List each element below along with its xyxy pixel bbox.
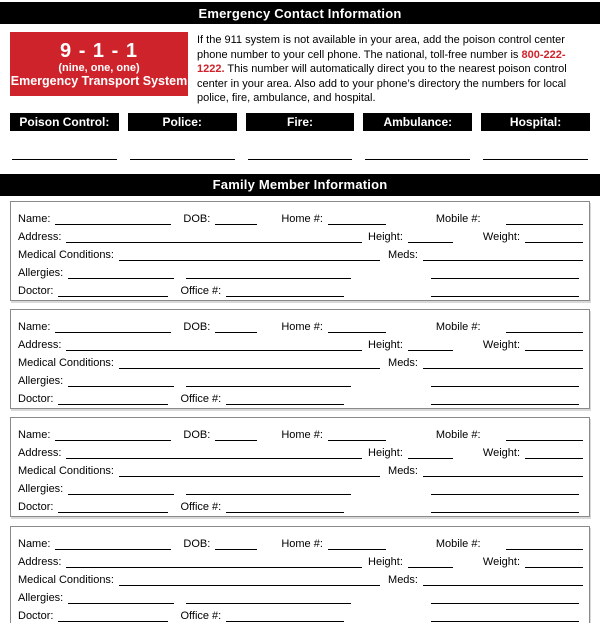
emergency-contact-label-bars (10, 113, 590, 131)
medical-conditions-blank-line (119, 473, 380, 477)
allergies-continuation-line (186, 275, 351, 279)
mobile-number-label: Mobile #: (435, 212, 481, 225)
weight-label: Weight: (482, 555, 520, 568)
meds-blank-line (423, 257, 583, 261)
height-label: Height: (368, 555, 403, 568)
medical-conditions-label: Medical Conditions: (18, 356, 114, 369)
contact-label-poison-control: Poison Control: (19, 114, 110, 129)
height-blank-line (408, 455, 453, 459)
allergies-label: Allergies: (18, 482, 64, 495)
height-blank-line (408, 347, 453, 351)
badge-911-number: 9 - 1 - 1 (60, 39, 138, 62)
member-row-allergies (18, 261, 583, 279)
meds-blank-line (423, 582, 583, 586)
member-row-name (18, 207, 583, 225)
member-row-allergies (18, 369, 583, 387)
fire-blank-line (248, 158, 353, 160)
instructions-text-after: This number will automatically direct you to the nearest poison control center in your area. Also add to your phone’s directory the numbers for local police, fire, ambulance, and hospital. (197, 63, 567, 105)
address-blank-line (66, 455, 362, 459)
doctor-blank-line (58, 293, 168, 297)
medical-conditions-label: Medical Conditions: (18, 573, 114, 586)
member-row-name (18, 315, 583, 333)
member-row-doctor (18, 279, 583, 297)
meds-continuation-line-2 (431, 401, 579, 405)
contact-label-hospital: Hospital: (509, 114, 562, 129)
height-blank-line (408, 564, 453, 568)
mobile-number-blank-line (506, 546, 583, 550)
ambulance-blank-line (365, 158, 470, 160)
name-label: Name: (18, 537, 51, 550)
family-section-header (0, 174, 600, 196)
contact-label-fire: Fire: (286, 114, 313, 129)
dob-label: DOB: (183, 428, 211, 441)
intro-row (10, 32, 590, 106)
home-number-label: Home #: (281, 320, 323, 333)
meds-label: Meds: (388, 573, 418, 586)
poison-control-blank-line (12, 158, 117, 160)
home-number-blank-line (328, 546, 386, 550)
allergies-blank-line (68, 491, 174, 495)
office-number-blank-line (226, 401, 344, 405)
address-blank-line (66, 239, 362, 243)
meds-continuation-line-1 (431, 275, 579, 279)
weight-blank-line (525, 239, 583, 243)
family-section-title: Family Member Information (212, 177, 388, 193)
contact-label-ambulance: Ambulance: (383, 114, 453, 129)
home-number-blank-line (328, 221, 386, 225)
home-number-label: Home #: (281, 212, 323, 225)
allergies-blank-line (68, 383, 174, 387)
instructions-text-before: If the 911 system is not available in your area, add the poison control center phone number to your cell phone. The national, toll-free number is (197, 34, 565, 61)
doctor-label: Doctor: (18, 500, 54, 513)
office-number-label: Office #: (180, 500, 222, 513)
home-number-label: Home #: (281, 428, 323, 441)
member-row-medical (18, 351, 583, 369)
name-blank-line (55, 546, 171, 550)
member-row-address (18, 441, 583, 459)
doctor-blank-line (58, 509, 168, 513)
address-label: Address: (18, 338, 62, 351)
address-label: Address: (18, 555, 62, 568)
dob-blank-line (215, 329, 257, 333)
allergies-label: Allergies: (18, 374, 64, 387)
member-row-allergies (18, 477, 583, 495)
member-row-medical (18, 459, 583, 477)
meds-label: Meds: (388, 248, 418, 261)
member-row-medical (18, 243, 583, 261)
weight-label: Weight: (482, 230, 520, 243)
dob-label: DOB: (183, 212, 211, 225)
meds-continuation-line-1 (431, 600, 579, 604)
dob-label: DOB: (183, 537, 211, 550)
contact-label-police: Police: (162, 114, 202, 129)
mobile-number-blank-line (506, 329, 583, 333)
badge-911 (10, 32, 188, 96)
family-member-block (10, 201, 590, 301)
office-number-blank-line (226, 293, 344, 297)
mobile-number-blank-line (506, 221, 583, 225)
doctor-label: Doctor: (18, 392, 54, 405)
dob-blank-line (215, 221, 257, 225)
meds-blank-line (423, 473, 583, 477)
mobile-number-label: Mobile #: (435, 428, 481, 441)
family-member-block (10, 526, 590, 623)
name-blank-line (55, 329, 171, 333)
family-member-block (10, 309, 590, 409)
meds-label: Meds: (388, 356, 418, 369)
height-label: Height: (368, 230, 403, 243)
hospital-blank-line (483, 158, 588, 160)
home-number-blank-line (328, 329, 386, 333)
address-label: Address: (18, 230, 62, 243)
allergies-blank-line (68, 275, 174, 279)
office-number-label: Office #: (180, 609, 222, 622)
allergies-continuation-line (186, 600, 351, 604)
doctor-blank-line (58, 401, 168, 405)
allergies-blank-line (68, 600, 174, 604)
doctor-blank-line (58, 618, 168, 622)
badge-911-phonetic: (nine, one, one) (58, 61, 140, 74)
weight-blank-line (525, 347, 583, 351)
medical-conditions-blank-line (119, 257, 380, 261)
mobile-number-blank-line (506, 437, 583, 441)
name-label: Name: (18, 212, 51, 225)
address-blank-line (66, 347, 362, 351)
member-row-allergies (18, 586, 583, 604)
allergies-label: Allergies: (18, 591, 64, 604)
member-row-name (18, 423, 583, 441)
allergies-label: Allergies: (18, 266, 64, 279)
instructions-paragraph (197, 32, 590, 106)
weight-blank-line (525, 564, 583, 568)
medical-conditions-blank-line (119, 582, 380, 586)
meds-continuation-line-2 (431, 618, 579, 622)
meds-continuation-line-2 (431, 509, 579, 513)
emergency-contact-blank-lines (12, 158, 588, 160)
office-number-label: Office #: (180, 392, 222, 405)
office-number-blank-line (226, 509, 344, 513)
name-label: Name: (18, 428, 51, 441)
meds-blank-line (423, 365, 583, 369)
address-label: Address: (18, 446, 62, 459)
emergency-section-header (0, 2, 600, 24)
member-row-name (18, 532, 583, 550)
meds-continuation-line-2 (431, 293, 579, 297)
medical-conditions-label: Medical Conditions: (18, 248, 114, 261)
family-member-blocks (0, 201, 600, 623)
name-blank-line (55, 221, 171, 225)
doctor-label: Doctor: (18, 609, 54, 622)
member-row-medical (18, 568, 583, 586)
contact-bar-ambulance (363, 113, 472, 131)
member-row-address (18, 333, 583, 351)
contact-bar-fire (246, 113, 355, 131)
height-label: Height: (368, 338, 403, 351)
weight-blank-line (525, 455, 583, 459)
doctor-label: Doctor: (18, 284, 54, 297)
member-row-doctor (18, 387, 583, 405)
allergies-continuation-line (186, 491, 351, 495)
poison-control-phone-number: 800-222-1222. (197, 48, 566, 76)
mobile-number-label: Mobile #: (435, 320, 481, 333)
meds-label: Meds: (388, 464, 418, 477)
name-blank-line (55, 437, 171, 441)
meds-continuation-line-1 (431, 383, 579, 387)
dob-label: DOB: (183, 320, 211, 333)
member-row-address (18, 225, 583, 243)
member-row-doctor (18, 604, 583, 622)
weight-label: Weight: (482, 446, 520, 459)
office-number-label: Office #: (180, 284, 222, 297)
home-number-label: Home #: (281, 537, 323, 550)
member-row-doctor (18, 495, 583, 513)
medical-conditions-blank-line (119, 365, 380, 369)
address-blank-line (66, 564, 362, 568)
contact-bar-hospital (481, 113, 590, 131)
allergies-continuation-line (186, 383, 351, 387)
contact-bar-police (128, 113, 237, 131)
name-label: Name: (18, 320, 51, 333)
office-number-blank-line (226, 618, 344, 622)
dob-blank-line (215, 437, 257, 441)
family-member-block (10, 417, 590, 517)
meds-continuation-line-1 (431, 491, 579, 495)
height-label: Height: (368, 446, 403, 459)
badge-911-caption: Emergency Transport System (10, 73, 188, 88)
medical-conditions-label: Medical Conditions: (18, 464, 114, 477)
height-blank-line (408, 239, 453, 243)
contact-bar-poison-control (10, 113, 119, 131)
member-row-address (18, 550, 583, 568)
home-number-blank-line (328, 437, 386, 441)
emergency-section-title: Emergency Contact Information (198, 5, 402, 21)
weight-label: Weight: (482, 338, 520, 351)
police-blank-line (130, 158, 235, 160)
dob-blank-line (215, 546, 257, 550)
mobile-number-label: Mobile #: (435, 537, 481, 550)
